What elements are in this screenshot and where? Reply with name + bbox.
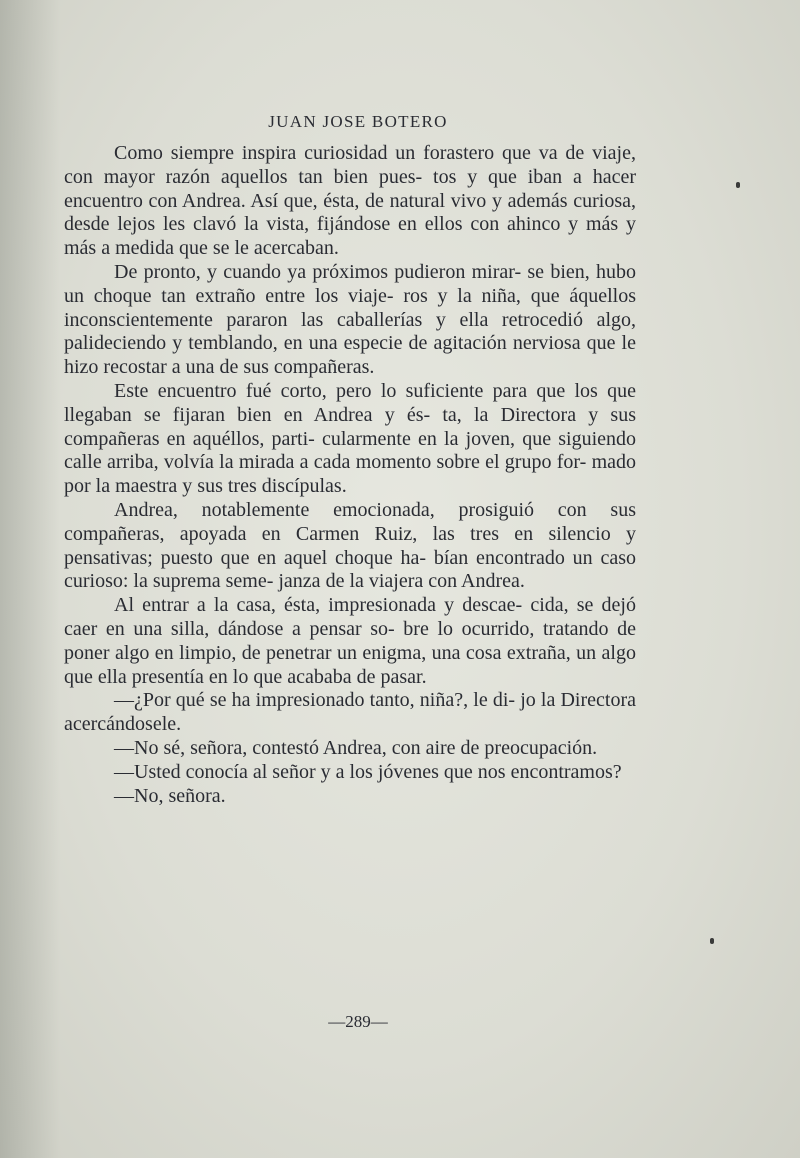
page-number: —289—	[328, 1012, 388, 1031]
dialogue-line: —¿Por qué se ha impresionado tanto, niña?, le di- jo la Directora acercándosele.	[64, 689, 636, 736]
paragraph: Andrea, notablemente emocionada, prosiguió con sus compañeras, apoyada en Carmen Ruiz, las tres en silencio y pensativas; puesto que en aquel choque ha- bían encontrado un caso curioso: la suprema seme- janza de la viajera con Andrea.	[64, 498, 636, 593]
dialogue-line: —No, señora.	[114, 784, 226, 807]
ink-speck	[736, 182, 740, 188]
running-header: JUAN JOSE BOTERO	[268, 112, 448, 131]
body-text	[64, 142, 636, 808]
paragraph: Este encuentro fué corto, pero lo suficiente para que los que llegaban se fijaran bien en Andrea y és- ta, la Directora y sus compañeras en aquéllos, parti- cularmente en la joven, que siguiendo calle arriba, volvía la mirada a cada momento sobre el grupo for- mado por la maestra y sus tres discípulas.	[64, 379, 636, 498]
paragraph: Al entrar a la casa, ésta, impresionada y descae- cida, se dejó caer en una silla, dándose a pensar so- bre lo ocurrido, tratando de poner algo en limpio, de penetrar un enigma, una cosa extraña, un algo que ella presentía en lo que acababa de pasar.	[64, 594, 636, 688]
paragraph: De pronto, y cuando ya próximos pudieron mirar- se bien, hubo un choque tan extraño entre los viaje- ros y la niña, que áquellos inconscientemente pararon las caballerías y ella retrocedió algo, palideciendo y temblando, en una especie de agitación nerviosa que le hizo recostar a una de sus compañeras.	[64, 260, 636, 379]
ink-speck	[710, 938, 714, 944]
dialogue-line: —Usted conocía al señor y a los jóvenes que nos encontramos?	[114, 760, 622, 783]
dialogue-line: —No sé, señora, contestó Andrea, con aire de preocupación.	[114, 736, 598, 759]
paragraph: Como siempre inspira curiosidad un forastero que va de viaje, con mayor razón aquellos tan bien pues- tos y que iban a hacer encuentro con Andrea. Así que, ésta, de natural vivo y además curiosa, desde lejos les clavó la vista, fijándose en ellos con ahinco y más y más a medida que se le acercaban.	[64, 142, 636, 260]
page-gutter-shadow	[0, 0, 60, 1158]
